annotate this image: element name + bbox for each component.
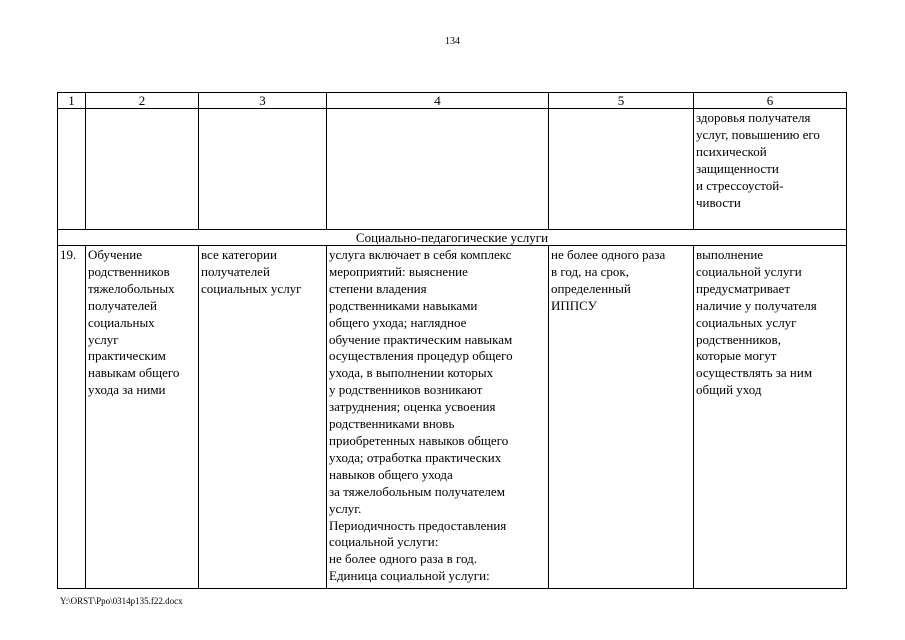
header-cell-1: 1	[58, 93, 86, 109]
frequency-cell: не более одного раза в год, на срок, определенный ИППСУ	[549, 246, 694, 589]
header-cell-6: 6	[694, 93, 847, 109]
continuation-cell-3	[199, 109, 327, 230]
service-name-cell: Обучение родственников тяжелобольных получателей социальных услуг практическим навыкам общего ухода за ними	[86, 246, 199, 589]
continuation-cell-5	[549, 109, 694, 230]
section-title: Социально-педагогические услуги	[58, 230, 847, 246]
footer-file-path: Y:\ORST\Ppo\0314p135.f22.docx	[60, 596, 183, 606]
header-cell-3: 3	[199, 93, 327, 109]
continuation-cell-2	[86, 109, 199, 230]
header-cell-2: 2	[86, 93, 199, 109]
continuation-row	[58, 109, 847, 230]
section-row	[58, 230, 847, 246]
continuation-cell-1	[58, 109, 86, 230]
continuation-cell-4	[327, 109, 549, 230]
table-row	[58, 246, 847, 589]
continuation-cell-6: здоровья получателя услуг, повышению его психической защищенности и стрессоустой- чивости	[694, 109, 847, 230]
page-number: 134	[445, 36, 460, 47]
row-number: 19.	[58, 246, 86, 589]
header-cell-5: 5	[549, 93, 694, 109]
header-cell-4: 4	[327, 93, 549, 109]
recipient-category-cell: все категории получателей социальных услуг	[199, 246, 327, 589]
header-row	[58, 93, 847, 109]
service-description-cell: услуга включает в себя комплекс мероприятий: выяснение степени владения родственниками навыками общего ухода; наглядное обучение практическим навыкам осуществления процедур общего ухода, в выполнении которых у родственников возникают затруднения; оценка усвоения родственниками вновь приобретенных навыков общего ухода; отработка практических навыков общего ухода за тяжелобольным получателем услуг. Периодичность предоставления социальной услуги: не более одного раза в год. Единица социальной услуги:	[327, 246, 549, 589]
conditions-cell: выполнение социальной услуги предусматривает наличие у получателя социальных услуг родственников, которые могут осуществлять за ним общий уход	[694, 246, 847, 589]
services-table	[57, 92, 847, 589]
